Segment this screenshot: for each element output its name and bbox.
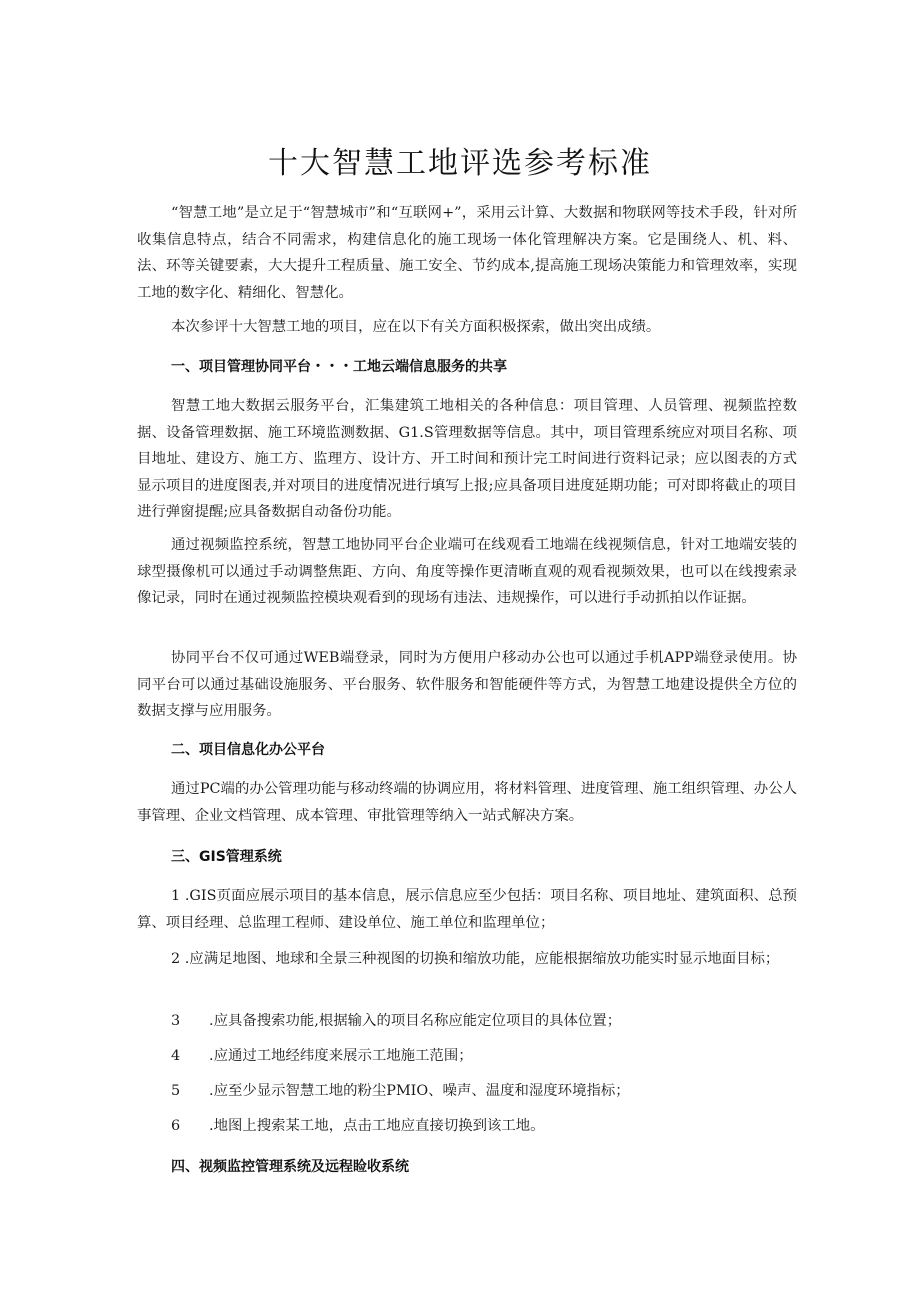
intro-paragraph: 本次参评十大智慧工地的项目，应在以下有关方面积极探索，做出突出成绩。	[171, 319, 661, 335]
section-paragraph: 通过PC端的办公管理功能与移动终端的协调应用，将材料管理、进度管理、施工组织管理、办公人事管理、企业文档管理、成本管理、审批管理等纳入一站式解决方案。	[137, 781, 797, 824]
item-text: .应至少显示智慧工地的粉尘PMIO、噪声、温度和湿度环境指标；	[209, 1083, 630, 1099]
item-number: 1	[171, 888, 181, 904]
document-title: 十大智慧工地评选参考标准	[268, 146, 652, 181]
numbered-item	[137, 883, 797, 936]
section-paragraph: 协同平台不仅可通过WEB端登录，同时为方便用户移动办公也可以通过手机APP端登录使用。协同平台可以通过基础设施服务、平台服务、软件服务和智能硬件等方式，为智慧工地建设提供全方位的数据支撑与应用服务。	[137, 650, 797, 719]
item-number: 2	[171, 951, 181, 967]
item-number: 6	[171, 1118, 181, 1134]
section-paragraph: 通过视频监控系统，智慧工地协同平台企业端可在线观看工地端在线视频信息，针对工地端安装的球型摄像机可以通过手动调整焦距、方向、角度等操作更清晰直观的观看视频效果，也可以在线搜索录像记录，同时在通过视频监控模块观看到的现场有违法、违规操作，可以进行手动抓拍以作证据。	[137, 537, 797, 606]
numbered-item	[137, 946, 797, 973]
item-text: .应具备搜索功能,根据输入的项目名称应能定位项目的具体位置；	[209, 1013, 622, 1029]
item-text: .应满足地图、地球和全景三种视图的切换和缩放功能，应能根据缩放功能实时显示地面目标；	[184, 951, 780, 967]
item-text: .GIS页面应展示项目的基本信息，展示信息应至少包括：项目名称、项目地址、建筑面积、总预算、项目经理、总监理工程师、建设单位、施工单位和监理单位；	[137, 888, 797, 931]
section-paragraph: 智慧工地大数据云服务平台，汇集建筑工地相关的各种信息：项目管理、人员管理、视频监控数据、设备管理数据、施工环境监测数据、G1.S管理数据等信息。其中，项目管理系统应对项目名称、项目地址、建设方、施工方、监理方、设计方、开工时间和预计完工时间进行资料记录；应以图表的方式显示项目的进度图表,并对项目的进度情况进行填写上报;应具备项目进度延期功能；可对即将截止的项目进行弹窗提醒;应具备数据自动备份功能。	[137, 398, 797, 520]
section-heading-1: 一、项目管理协同平台・・・工地云端信息服务的共享	[171, 359, 507, 375]
item-text: .地图上搜索某工地，点击工地应直接切换到该工地。	[209, 1118, 545, 1134]
numbered-item	[171, 1080, 797, 1102]
item-number: 4	[171, 1048, 181, 1064]
intro-paragraph: “智慧工地”是立足于“智慧城市”和“互联网+”，采用云计算、大数据和物联网等技术手段，针对所收集信息特点，结合不同需求，构建信息化的施工现场一体化管理解决方案。它是围绕人、机、料、法、环等关键要素，大大提升工程质量、施工安全、节约成本,提高施工现场决策能力和管理效率，实现工地的数字化、精细化、智慧化。	[137, 205, 797, 301]
section-heading-3: 三、GIS管理系统	[171, 849, 282, 865]
item-number: 3	[171, 1013, 181, 1029]
section-heading-4: 四、视频监控管理系统及远程睑收系统	[171, 1159, 409, 1175]
item-text: .应通过工地经纬度来展示工地施工范围；	[209, 1048, 473, 1064]
item-number: 5	[171, 1083, 181, 1099]
numbered-item	[171, 1010, 797, 1032]
numbered-item	[171, 1045, 797, 1067]
section-heading-2: 二、项目信息化办公平台	[171, 742, 325, 758]
numbered-item	[171, 1115, 797, 1137]
